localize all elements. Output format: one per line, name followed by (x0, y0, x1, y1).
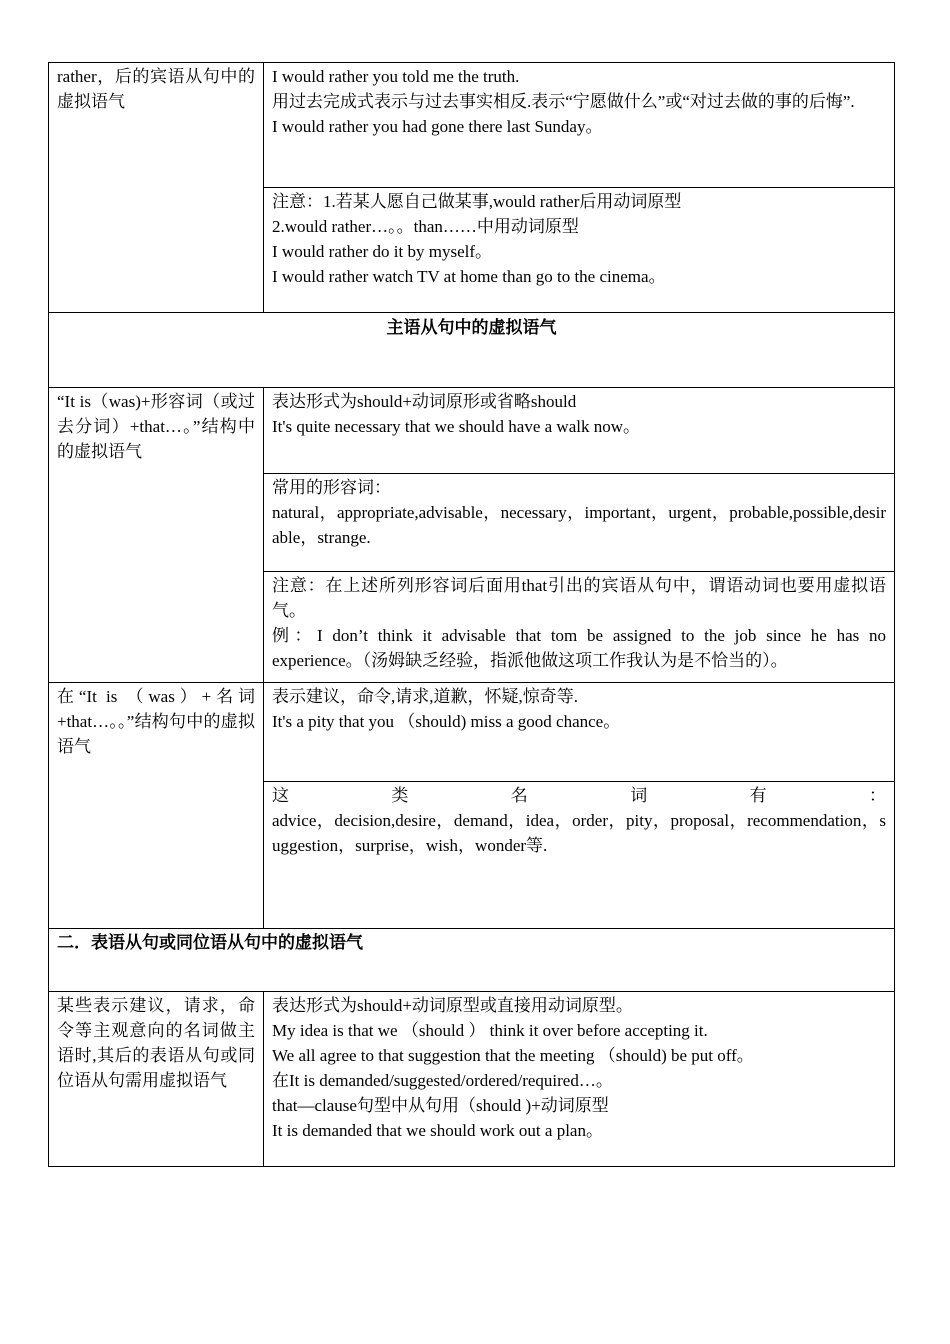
note-text: 2.would rather…。。than……中用动词原型 (272, 217, 579, 236)
row-divider (263, 187, 895, 188)
row-label: 在“It is （was）+名词+that…。。”结构句中的虚拟语气 (57, 687, 255, 756)
example-sentence: It is demanded that we should work out a plan。 (272, 1121, 603, 1140)
row-divider (48, 387, 895, 388)
rather-note-cell (272, 189, 886, 289)
list-heading: 常用的形容词： (272, 478, 391, 497)
explanation-text: that—clause句型中从句用（should )+动词原型 (272, 1096, 609, 1115)
adj-list-cell (272, 475, 886, 550)
row-label: “It is（was)+形容词（或过去分词）+that…。”结构中的虚拟语气 (57, 392, 255, 461)
row-divider (263, 781, 895, 782)
example-sentence: I would rather you told me the truth. (272, 67, 520, 86)
example-sentence: I would rather do it by myself。 (272, 242, 493, 261)
noun-list-cell (272, 783, 886, 858)
grammar-table (48, 62, 895, 1167)
explanation-text: 表达形式为should+动词原型或直接用动词原型。 (272, 996, 633, 1015)
section-heading (57, 930, 887, 955)
rather-label-cell (57, 64, 255, 114)
row-divider (48, 312, 895, 313)
row-divider (263, 571, 895, 572)
row-label: 某些表示建议，请求，命令等主观意向的名词做主语时,其后的表语从句或同位语从句需用虚拟语气 (57, 996, 255, 1090)
heading-text: 主语从句中的虚拟语气 (386, 318, 557, 337)
example-sentence: It's quite necessary that we should have a walk now。 (272, 417, 640, 436)
explanation-text: 表达形式为should+动词原形或省略should (272, 392, 577, 411)
predicative-label-cell (57, 993, 255, 1093)
noun-list: advice，decision,desire，demand，idea，order，pity，proposal，recommendation，suggestion，surprise，wish，wonder等. (272, 811, 886, 855)
row-label: rather，后的宾语从句中的虚拟语气 (57, 67, 255, 111)
explanation-text: 在It is demanded/suggested/ordered/required…。 (272, 1071, 613, 1090)
rather-usage-cell (272, 64, 886, 139)
explanation-text: 用过去完成式表示与过去事实相反.表示“宁愿做什么”或“对过去做的事的后悔”. (272, 92, 855, 111)
column-divider (263, 62, 264, 312)
row-divider (263, 473, 895, 474)
example-sentence: We all agree to that suggestion that the meeting （should) be put off。 (272, 1046, 754, 1065)
adj-note-cell (272, 573, 886, 673)
row-divider (48, 928, 895, 929)
example-sentence: 例：I don’t think it advisable that tom be assigned to the job since he has no experience。（汤姆缺乏经验，指派他做这项工作我认为是不恰当的）。 (272, 626, 886, 670)
table-border-right (894, 62, 895, 1167)
table-border-left (48, 62, 49, 1167)
table-border-bottom (48, 1166, 895, 1167)
noun-form-cell (272, 684, 886, 734)
row-divider (48, 991, 895, 992)
example-sentence: It's a pity that you （should) miss a good chance。 (272, 712, 621, 731)
table-border-top (48, 62, 895, 63)
predicative-usage-cell (272, 993, 886, 1143)
example-sentence: My idea is that we （should ） think it over before accepting it. (272, 1021, 708, 1040)
list-heading: 这类名词有： (272, 786, 886, 805)
heading-text: 二．表语从句或同位语从句中的虚拟语气 (57, 933, 363, 952)
explanation-text: 表示建议，命令,请求,道歉，怀疑,惊奇等. (272, 687, 578, 706)
example-sentence: I would rather watch TV at home than go to the cinema。 (272, 267, 666, 286)
note-text: 注意：1.若某人愿自己做某事,would rather后用动词原型 (272, 192, 682, 211)
note-text: 注意：在上述所列形容词后面用that引出的宾语从句中，谓语动词也要用虚拟语气。 (272, 576, 886, 620)
example-sentence: I would rather you had gone there last Sunday。 (272, 117, 603, 136)
adjective-list: natural，appropriate,advisable，necessary，important，urgent，probable,possible,desirable，strange. (272, 503, 886, 547)
column-divider (263, 387, 264, 928)
row-divider (48, 682, 895, 683)
noun-structure-label-cell (57, 684, 255, 759)
column-divider (263, 991, 264, 1167)
adj-structure-label-cell (57, 389, 255, 464)
adj-form-cell (272, 389, 886, 439)
section-heading (48, 315, 895, 340)
